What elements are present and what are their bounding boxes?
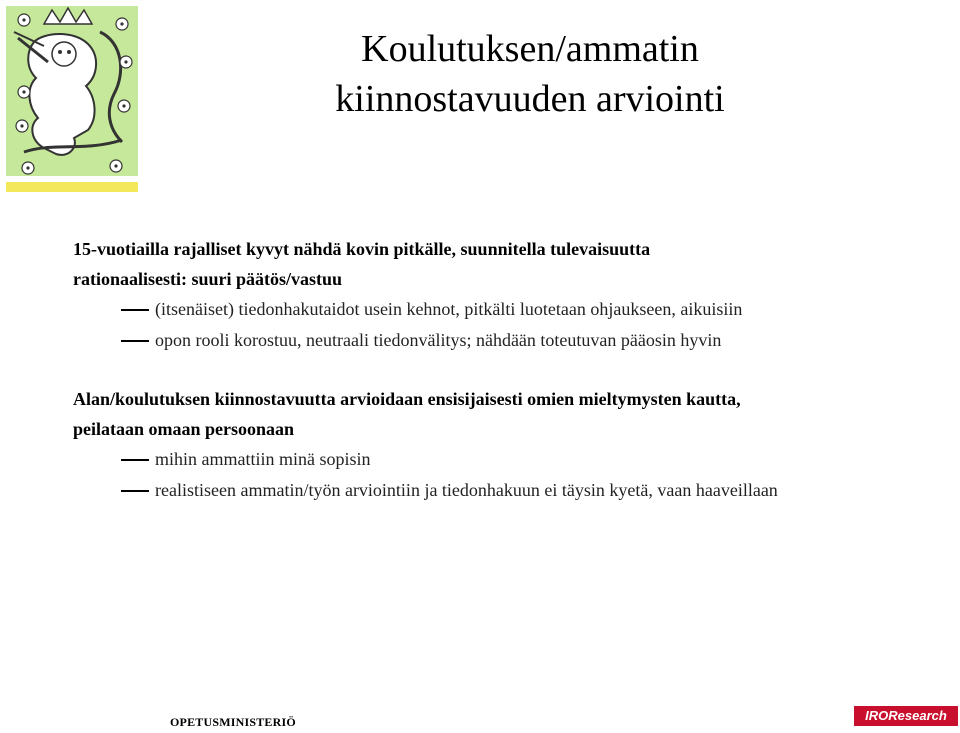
- slide-title: [240, 24, 820, 124]
- section-interest-assessment: [73, 384, 943, 506]
- dash-bullet-icon: [121, 459, 149, 461]
- bullet-item: [73, 475, 943, 506]
- section-spacer: [73, 356, 943, 384]
- section-heading-line: peilataan omaan persoonaan: [73, 419, 295, 439]
- section-age-limitations: [73, 234, 943, 356]
- iroresearch-logo: IROResearch: [854, 706, 958, 726]
- slide-title-line: Koulutuksen/ammatin: [361, 28, 699, 70]
- bullet-text: opon rooli korostuu, neutraali tiedonvälitys; nähdään toteutuvan pääosin hyvin: [155, 330, 722, 350]
- slide-title-line: kiinnostavuuden arviointi: [335, 78, 725, 120]
- bullet-text: (itsenäiset) tiedonhakutaidot usein kehnot, pitkälti luotetaan ohjaukseen, aikuisiin: [155, 299, 743, 319]
- finnish-lion-coat-of-arms-icon: [4, 2, 140, 194]
- ministry-footer-label: OPETUSMINISTERIÖ: [170, 715, 296, 729]
- section-heading-line: Alan/koulutuksen kiinnostavuutta arvioidaan ensisijaisesti omien mieltymysten kautta,: [73, 389, 741, 409]
- dash-bullet-icon: [121, 490, 149, 492]
- bullet-item: [73, 294, 943, 325]
- bullet-text: realistiseen ammatin/työn arviointiin ja tiedonhakuun ei täysin kyetä, vaan haaveillaan: [155, 480, 778, 500]
- slide-body: [73, 234, 943, 506]
- dash-bullet-icon: [121, 340, 149, 342]
- bullet-item: [73, 444, 943, 475]
- coat-of-arms-logo: [4, 2, 140, 194]
- bullet-item: [73, 325, 943, 356]
- dash-bullet-icon: [121, 309, 149, 311]
- bullet-text: mihin ammattiin minä sopisin: [155, 449, 371, 469]
- section-heading-line: 15-vuotiailla rajalliset kyvyt nähdä kovin pitkälle, suunnitella tulevaisuutta: [73, 239, 651, 259]
- section-heading-line: rationaalisesti: suuri päätös/vastuu: [73, 269, 343, 289]
